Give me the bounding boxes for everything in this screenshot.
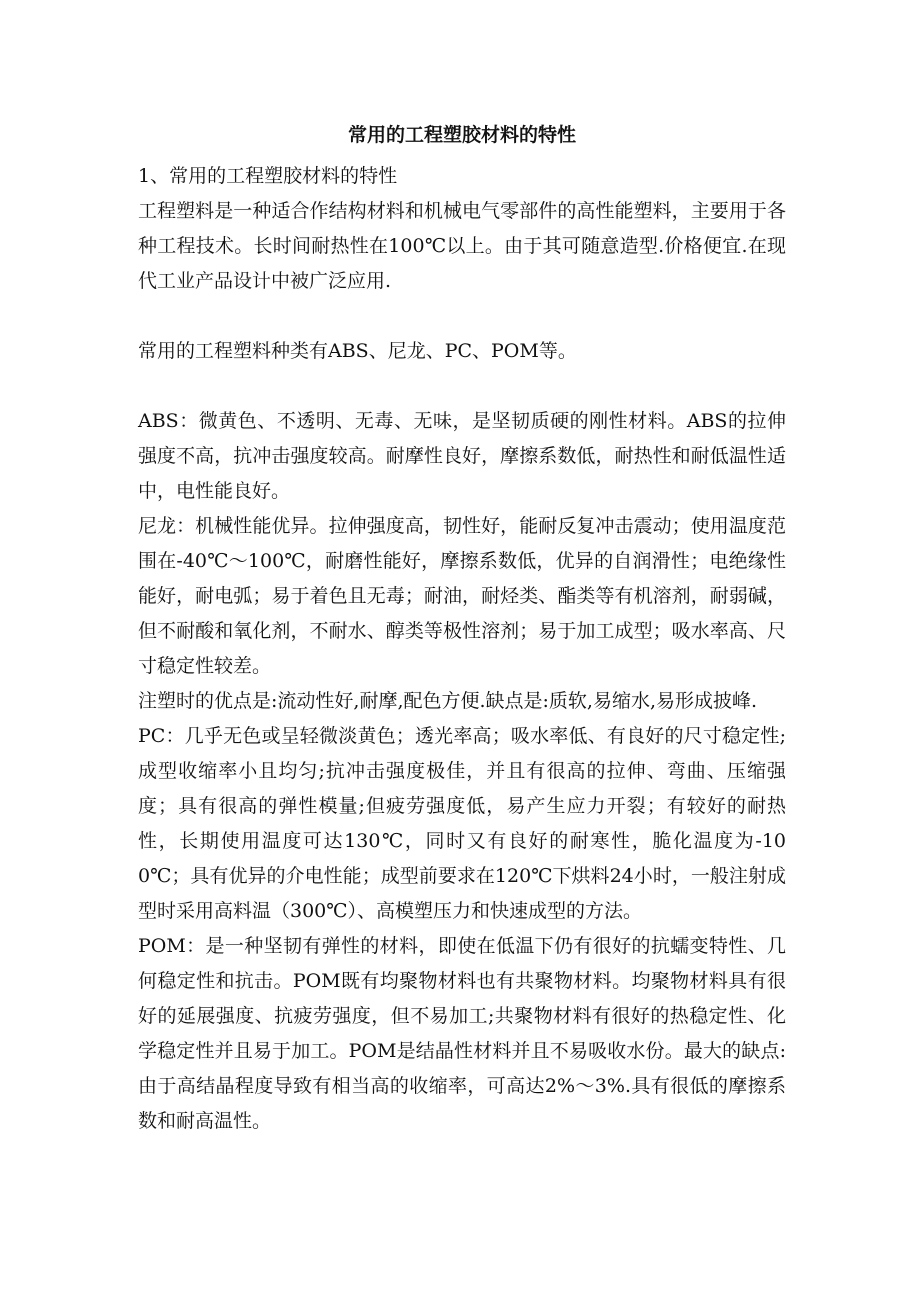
section-heading: 1、常用的工程塑胶材料的特性: [138, 165, 398, 187]
types-paragraph: 常用的工程塑料种类有ABS、尼龙、PC、POM等。: [138, 340, 577, 362]
pom-paragraph: POM：是一种坚韧有弹性的材料，即使在低温下仍有很好的抗蠕变特性、几何稳定性和抗击。POM既有均聚物材料也有共聚物材料。均聚物材料具有很好的延展强度、抗疲劳强度，但不易加工;共聚物材料有很好的热稳定性、化学稳定性并且易于加工。POM是结晶性材料并且不易吸收水份。最大的缺点:由于高结晶程度导致有相当高的收缩率，可高达2%～3%.具有很低的摩擦系数和耐高温性。: [138, 935, 786, 1132]
document-page: [138, 118, 786, 1139]
nylon-paragraph: 尼龙：机械性能优异。拉伸强度高，韧性好，能耐反复冲击震动；使用温度范围在-40℃～100℃，耐磨性能好，摩擦系数低，优异的自润滑性；电绝缘性能好，耐电弧；易于着色且无毒；耐油，耐烃类、酯类等有机溶剂，耐弱碱，但不耐酸和氧化剂，不耐水、醇类等极性溶剂；易于加工成型；吸水率高、尺寸稳定性较差。: [138, 515, 786, 677]
injection-paragraph: 注塑时的优点是:流动性好,耐摩,配色方便.缺点是:质软,易缩水,易形成披峰.: [138, 690, 758, 712]
document-title: 常用的工程塑胶材料的特性: [347, 124, 576, 146]
intro-paragraph: 工程塑料是一种适合作结构材料和机械电气零部件的高性能塑料，主要用于各种工程技术。长时间耐热性在100℃以上。由于其可随意造型.价格便宜.在现代工业产品设计中被广泛应用.: [138, 200, 786, 292]
abs-paragraph: ABS：微黄色、不透明、无毒、无味，是坚韧质硬的刚性材料。ABS的拉伸强度不高，抗冲击强度较高。耐摩性良好，摩擦系数低，耐热性和耐低温性适中，电性能良好。: [138, 410, 786, 502]
blank-line: [138, 369, 786, 404]
blank-line: [138, 299, 786, 334]
pc-paragraph: PC：几乎无色或呈轻微淡黄色；透光率高；吸水率低、有良好的尺寸稳定性;成型收缩率小且均匀;抗冲击强度极佳，并且有很高的拉伸、弯曲、压缩强度；具有很高的弹性模量;但疲劳强度低，易产生应力开裂；有较好的耐热性，长期使用温度可达130℃，同时又有良好的耐寒性，脆化温度为-100℃；具有优异的介电性能；成型前要求在120℃下烘料24小时，一般注射成型时采用高料温（300℃）、高模塑压力和快速成型的方法。: [138, 725, 786, 922]
